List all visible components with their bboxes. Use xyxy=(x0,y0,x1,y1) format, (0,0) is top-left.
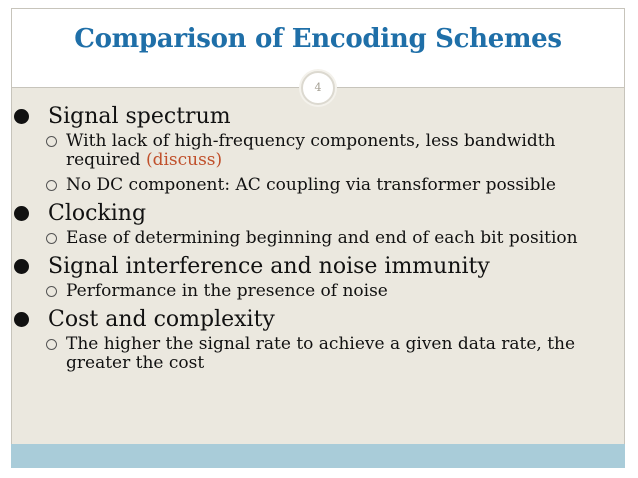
filled-bullet-icon xyxy=(14,312,29,327)
bullet-signal-spectrum xyxy=(14,104,614,131)
sub-bullet-label: Ease of determining beginning and end of each bit position xyxy=(66,228,578,248)
bullet-list xyxy=(14,104,614,379)
filled-bullet-icon xyxy=(14,259,29,274)
sub-bullet-label: No DC component: AC coupling via transformer possible xyxy=(66,175,556,195)
slide-title: Comparison of Encoding Schemes xyxy=(74,24,562,54)
bullet-cost-complexity xyxy=(14,307,614,334)
sub-bullet-bit-position xyxy=(14,229,614,248)
bullet-label: Signal interference and noise immunity xyxy=(48,254,490,279)
hollow-bullet-icon xyxy=(46,180,57,191)
hollow-bullet-icon xyxy=(46,339,57,350)
bullet-label: Signal spectrum xyxy=(48,104,231,129)
sub-bullet-label: The higher the signal rate to achieve a given data rate, the greater the cost xyxy=(66,334,576,373)
sub-bullet-bandwidth xyxy=(14,132,614,170)
discuss-highlight: (discuss) xyxy=(145,150,223,170)
filled-bullet-icon xyxy=(14,109,29,124)
bullet-signal-interference xyxy=(14,254,614,281)
slide-number: 4 xyxy=(314,81,322,94)
hollow-bullet-icon xyxy=(46,136,57,147)
hollow-bullet-icon xyxy=(46,233,57,244)
bullet-label: Clocking xyxy=(48,201,147,226)
sub-bullet-cost xyxy=(14,335,614,373)
slide-number-badge xyxy=(301,71,335,105)
bullet-clocking xyxy=(14,201,614,228)
sub-bullet-label: With lack of high-frequency components, less bandwidth required xyxy=(66,131,556,170)
sub-bullet-noise xyxy=(14,282,614,301)
filled-bullet-icon xyxy=(14,206,29,221)
bullet-label: Cost and complexity xyxy=(48,307,275,332)
footer-bar xyxy=(11,444,625,468)
sub-bullet-label: Performance in the presence of noise xyxy=(66,281,388,301)
sub-bullet-dc-component xyxy=(14,176,614,195)
hollow-bullet-icon xyxy=(46,286,57,297)
